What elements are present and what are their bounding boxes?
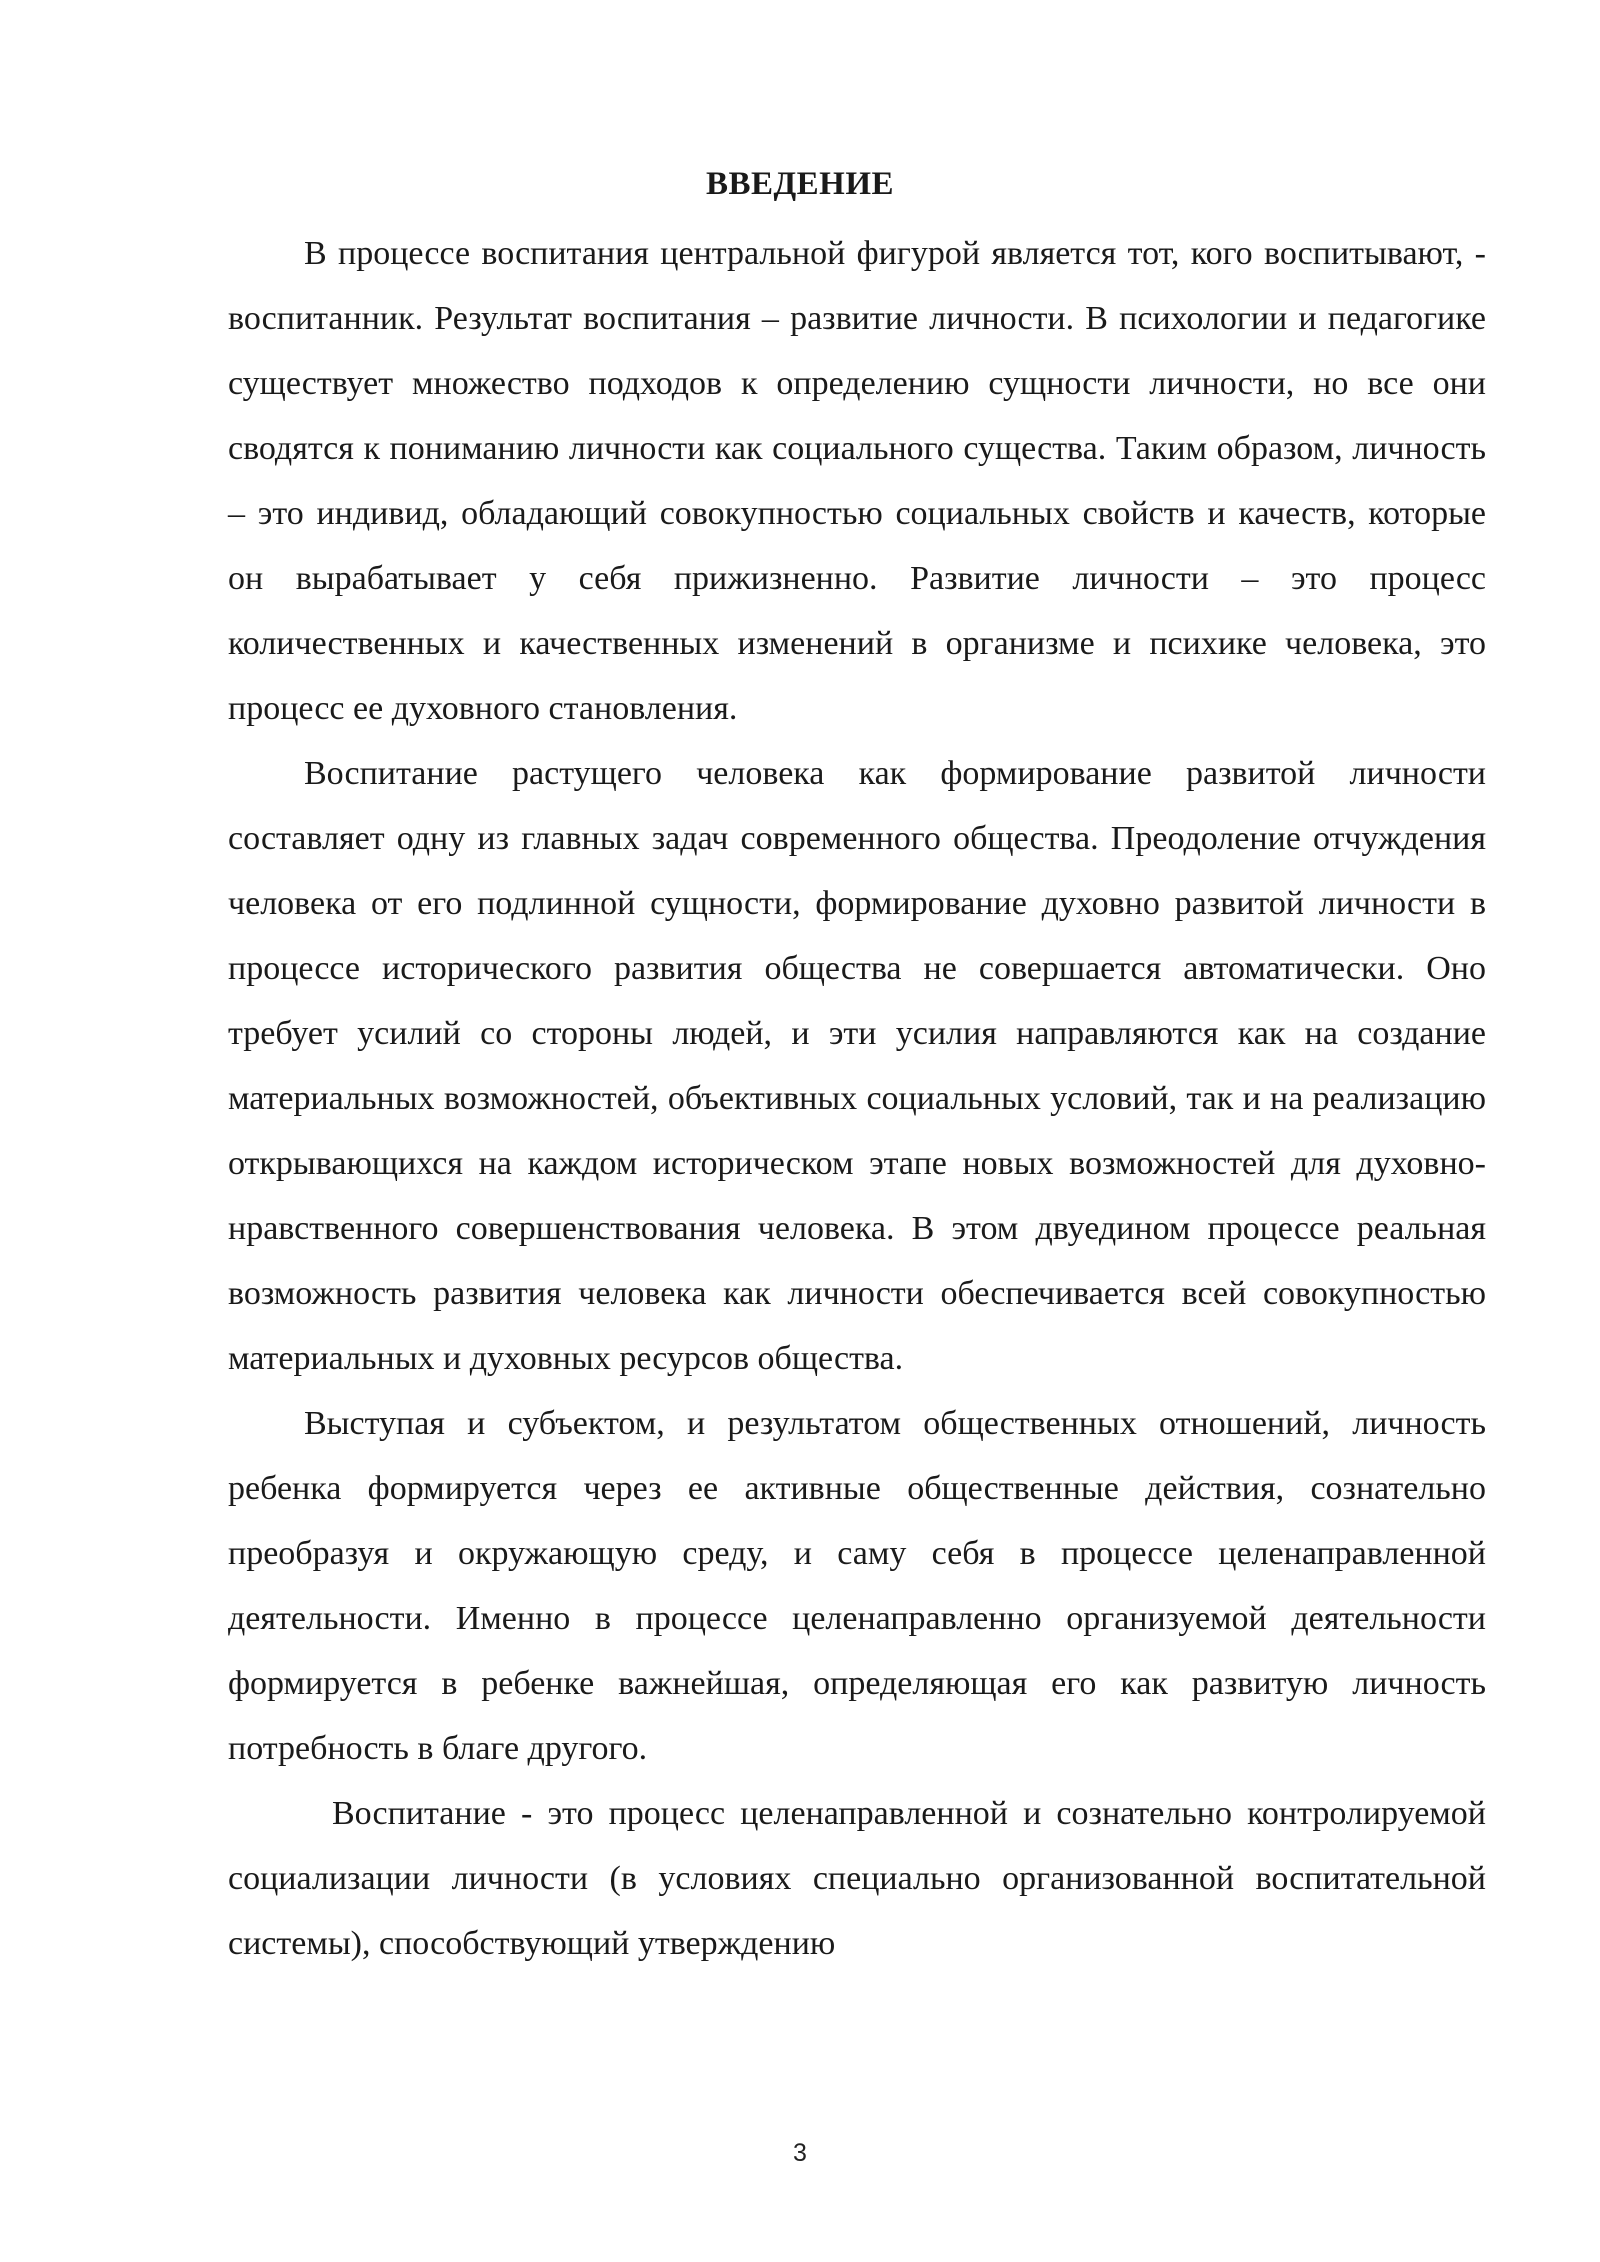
paragraph-3: Выступая и субъектом, и результатом общественных отношений, личность ребенка формируется через ее активные общественные действия, сознательно преобразуя и окружающую среду, и саму себя в процессе целенаправленной деятельности. Именно в процессе целенаправленно организуемой деятельности формируется в ребенке важнейшая, определяющая его как развитую личность потребность в благе другого.	[228, 1405, 1486, 1767]
paragraph-1: В процессе воспитания центральной фигурой является тот, кого воспитывают, - воспитанник. Результат воспитания – развитие личности. В психологии и педагогике существует множество подходов к определению сущности личности, но все они сводятся к пониманию личности как социального существа. Таким образом, личность – это индивид, обладающий совокупностью социальных свойств и качеств, которые он вырабатывает у себя прижизненно. Развитие личности – это процесс количественных и качественных изменений в организме и психике человека, это процесс ее духовного становления.	[228, 235, 1486, 727]
paragraph-2: Воспитание растущего человека как формирование развитой личности составляет одну из главных задач современного общества. Преодоление отчуждения человека от его подлинной сущности, формирование духовно развитой личности в процессе исторического развития общества не совершается автоматически. Оно требует усилий со стороны людей, и эти усилия направляются как на создание материальных возможностей, объективных социальных условий, так и на реализацию открывающихся на каждом историческом этапе новых возможностей для духовно-нравственного совершенствования человека. В этом двуедином процессе реальная возможность развития человека как личности обеспечивается всей совокупностью материальных и духовных ресурсов общества.	[228, 755, 1486, 1377]
page-number: 3	[793, 2139, 807, 2167]
body-text	[228, 221, 1486, 1976]
paragraph-4: Воспитание - это процесс целенаправленной и сознательно контролируемой социализации личности (в условиях специально организованной воспитательной системы), способствующий утверждению	[228, 1795, 1486, 1962]
section-heading: ВВЕДЕНИЕ	[705, 166, 895, 202]
